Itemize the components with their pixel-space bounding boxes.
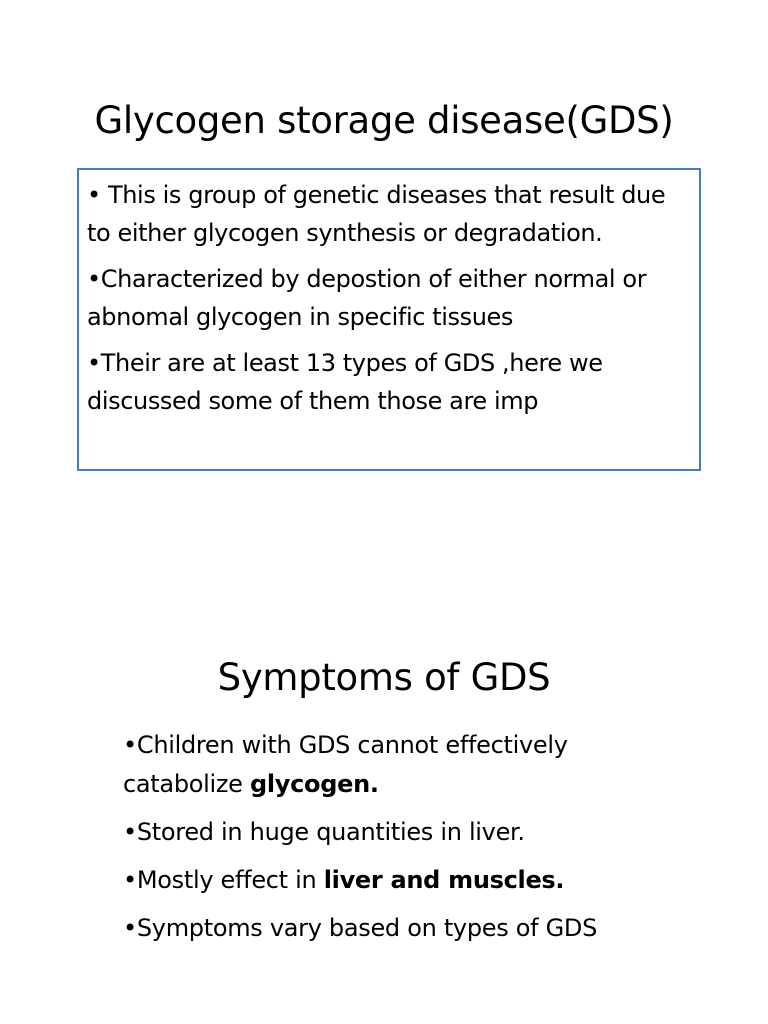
symptom-bullet-3 [123,861,683,900]
symptom-bullet-2-text: •Stored in huge quantities in liver. [123,818,525,846]
slide-title-symptoms: Symptoms of GDS [217,656,551,699]
symptom-bullet-2 [123,813,683,852]
symptom-bullet-3-text: •Mostly effect in [123,866,324,894]
definition-text-box [77,168,701,471]
symptom-bullet-1-bold: glycogen. [249,770,379,798]
symptom-bullet-4 [123,909,683,948]
definition-bullet-1: • This is group of genetic diseases that result due to either glycogen synthesis or degradation. [87,181,666,247]
symptom-bullet-4-text: •Symptoms vary based on types of GDS [123,914,598,942]
definition-bullet-2: •Characterized by depostion of either normal or abnomal glycogen in specific tissues [87,265,647,331]
slide-title-glycogen-storage-disease: Glycogen storage disease(GDS) [94,99,674,142]
symptom-bullet-1-text: •Children with GDS cannot effectively catabolize [123,731,568,798]
symptom-bullet-3-bold: liver and muscles. [323,866,565,894]
definition-bullet-3: •Their are at least 13 types of GDS ,here we discussed some of them those are imp [87,349,603,415]
symptom-bullet-1 [123,726,683,804]
symptoms-list [123,726,683,957]
